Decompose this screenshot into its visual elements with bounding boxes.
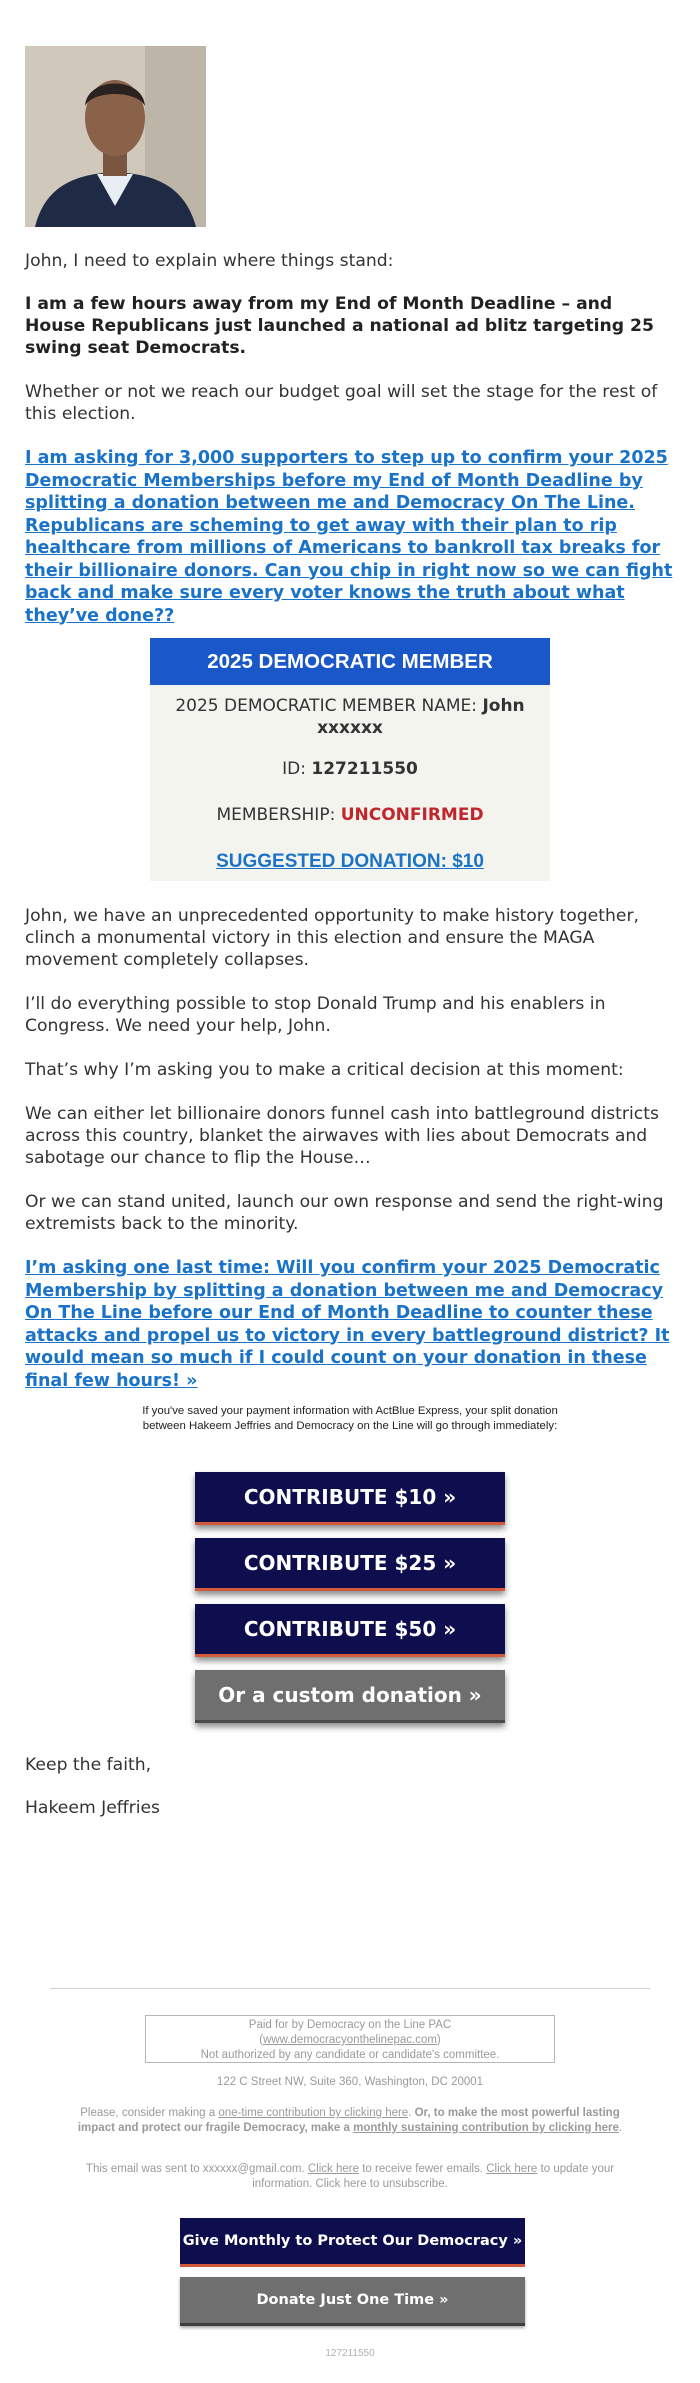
suggested-donation-link[interactable]: SUGGESTED DONATION: $10 (216, 851, 484, 872)
membership-status-row (150, 805, 550, 825)
update-info-text: to update your information. Click here to unsubscribe. (252, 2163, 615, 2190)
member-name-row (150, 695, 550, 739)
lasting-impact-text: Or, to make the most powerful lasting impact and protect our fragile Democracy, make a (77, 2107, 620, 2134)
give-monthly-button[interactable]: Give Monthly to Protect Our Democracy » (180, 2218, 525, 2267)
history-paragraph: John, we have an unprecedented opportunity to make history together, clinch a monumental victory in this election and ensure the MAGA movement completely collapses. (25, 906, 639, 970)
footer-divider (50, 1988, 650, 1989)
contribute-50-button[interactable]: CONTRIBUTE $50 » (195, 1604, 505, 1657)
deadline-bold-text: I am a few hours away from my End of Month Deadline – and House Republicans just launched a national ad blitz targeting 25 swing seat Democrats. (25, 294, 654, 358)
contribute-10-button[interactable]: CONTRIBUTE $10 » (195, 1472, 505, 1525)
ask-donation-link-1[interactable]: I am asking for 3,000 supporters to step up to confirm your 2025 Democratic Memberships before my End of Month Deadline by splitting a donation between me and Democracy On The Line. Republicans are scheming to get away with their plan to rip healthcare from millions of Americans to bankroll tax breaks for their billionaire donors. Can you chip in right now so we can fight back and make sure every voter knows the truth about what they’ve done?? (25, 448, 673, 626)
email-preferences-text (70, 2162, 630, 2192)
paid-for-website-link[interactable]: www.democracyonthelinepac.com (263, 2034, 437, 2046)
one-time-contribution-link[interactable]: one-time contribution by clicking here (218, 2107, 409, 2119)
paid-for-box (145, 2015, 555, 2063)
budget-text: Whether or not we reach our budget goal will set the stage for the rest of this election. (25, 382, 658, 424)
paid-for-website-row: (www.democracyonthelinepac.com) (259, 2034, 441, 2046)
signature-text: Hakeem Jeffries (25, 1798, 161, 1818)
membership-card[interactable] (150, 638, 550, 881)
fewer-emails-text: to receive fewer emails. (362, 2163, 483, 2175)
mailing-address: 122 C Street NW, Suite 360, Washington, DC 20001 (216, 2076, 484, 2088)
contribution-options-text: Please, consider making a one-time contribution by clicking here. Or, to make the most powerful lasting impact and protect our fragile Democracy, make a monthly sustaining contribution by clicking here. (77, 2107, 623, 2134)
contribute-25-button[interactable]: CONTRIBUTE $25 » (195, 1538, 505, 1591)
membership-status-label: MEMBERSHIP: (216, 805, 336, 825)
fewer-emails-link[interactable]: Click here (307, 2163, 359, 2175)
signoff-text: Keep the faith, (25, 1755, 152, 1775)
membership-status-value: UNCONFIRMED (340, 805, 484, 825)
member-name-label: 2025 DEMOCRATIC MEMBER NAME: (175, 696, 478, 716)
footer-id-code: 127211550 (325, 2348, 375, 2359)
member-name-value: John xxxxxx (317, 696, 525, 738)
decision-paragraph: That’s why I’m asking you to make a critical decision at this moment: (25, 1060, 624, 1080)
sent-to-text: This email was sent to xxxxxx@gmail.com. (85, 2163, 305, 2175)
actblue-note: If you've saved your payment information with ActBlue Express, your split donation between Hakeem Jeffries and Democracy on the Line will go through immediately: (142, 1405, 558, 1432)
greeting-text: John, I need to explain where things stand: (25, 251, 394, 271)
custom-donation-button[interactable]: Or a custom donation » (195, 1670, 505, 1723)
not-authorized-line: Not authorized by any candidate or candidate's committee. (200, 2049, 500, 2061)
donate-one-time-button[interactable]: Donate Just One Time » (180, 2277, 525, 2326)
portrait-photo (25, 46, 206, 227)
ask-donation-link-2[interactable]: I’m asking one last time: Will you confirm your 2025 Democratic Membership by splitting a donation between me and Democracy On The Line before our End of Month Deadline to counter these attacks and propel us to victory in every battleground district? It would mean so much if I could count on your donation in these final few hours! » (25, 1258, 670, 1391)
member-id-label: ID: (282, 759, 306, 779)
consider-prefix: Please, consider making a (80, 2107, 216, 2119)
or-paragraph: Or we can stand united, launch our own response and send the right-wing extremists back to the minority. (25, 1192, 664, 1234)
member-id-row (150, 759, 550, 779)
update-info-link[interactable]: Click here (486, 2163, 538, 2175)
membership-card-header: 2025 DEMOCRATIC MEMBER (150, 638, 550, 685)
member-id-value: 127211550 (311, 759, 418, 779)
monthly-contribution-link[interactable]: monthly sustaining contribution by clicking here (353, 2122, 619, 2134)
paid-for-line: Paid for by Democracy on the Line PAC (248, 2019, 452, 2031)
either-paragraph: We can either let billionaire donors funnel cash into battleground districts across this country, blanket the airwaves with lies about Democrats and sabotage our chance to flip the House… (25, 1104, 659, 1168)
stop-trump-paragraph: I’ll do everything possible to stop Donald Trump and his enablers in Congress. We need your help, John. (25, 994, 606, 1036)
